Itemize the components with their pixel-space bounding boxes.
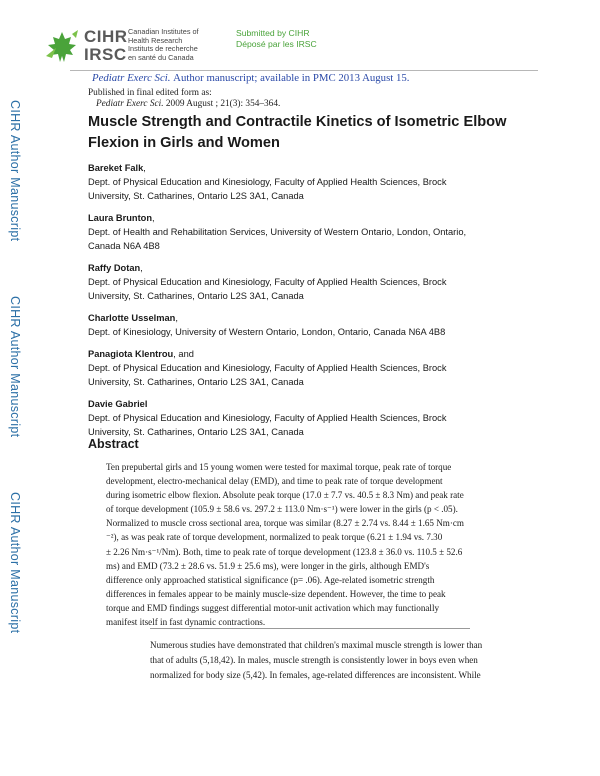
logo-acronyms bbox=[84, 28, 128, 64]
abstract-line: during isometric elbow flexion. Absolute peak torque (17.0 ± 7.7 vs. 40.5 ± 8.3 Nm) and peak rate bbox=[106, 490, 464, 501]
author-entry bbox=[88, 312, 528, 339]
sidebar-label: CIHR Author Manuscript bbox=[8, 100, 22, 242]
manuscript-sidebar bbox=[0, 90, 44, 634]
author-entry bbox=[88, 212, 528, 253]
abstract-line: difference only approached statistical significance (p= .06). Age-related isometric strength bbox=[106, 574, 435, 585]
author-affiliation: University, St. Catharines, Ontario L2S 3A1, Canada bbox=[88, 191, 304, 201]
cihr-logo bbox=[42, 26, 232, 68]
author-suffix: , bbox=[140, 263, 143, 273]
author-entry bbox=[88, 398, 528, 439]
author-name[interactable]: Panagiota Klentrou bbox=[88, 349, 174, 359]
author-affiliation: Dept. of Health and Rehabilitation Services, University of Western Ontario, London, Ontario, bbox=[88, 227, 467, 237]
body-paragraph bbox=[150, 638, 533, 682]
title-line: Flexion in Girls and Women bbox=[88, 135, 280, 151]
author-suffix: , and bbox=[173, 349, 194, 359]
logo-line: Health Research bbox=[128, 35, 183, 45]
abstract-line: manifest itself in fast dynamic contractions. bbox=[106, 617, 266, 628]
published-note: Published in final edited form as: bbox=[88, 88, 212, 98]
sidebar-label: CIHR Author Manuscript bbox=[8, 492, 22, 634]
author-name[interactable]: Raffy Dotan bbox=[88, 263, 141, 273]
body-line: Numerous studies have demonstrated that children's maximal muscle strength is lower than bbox=[150, 640, 483, 650]
submitted-fr: Déposé par les IRSC bbox=[236, 39, 317, 49]
header-divider bbox=[70, 70, 538, 71]
section-divider bbox=[150, 628, 470, 629]
journal-line[interactable] bbox=[92, 72, 409, 84]
journal-name: Pediatr Exerc Sci. bbox=[92, 72, 171, 84]
manuscript-availability: Author manuscript; available in PMC 2013 August 15. bbox=[173, 72, 410, 84]
author-entry bbox=[88, 162, 528, 203]
abstract-heading: Abstract bbox=[88, 437, 139, 451]
abstract-line: differences in females appear to be mainly muscle-size dependent. However, the time to peak bbox=[106, 588, 446, 599]
citation-details: 2009 August ; 21(3): 354–364. bbox=[165, 99, 281, 109]
author-name[interactable]: Laura Brunton bbox=[88, 213, 153, 223]
author-entry bbox=[88, 262, 528, 303]
author-affiliation: Dept. of Physical Education and Kinesiology, Faculty of Applied Health Sciences, Brock bbox=[88, 413, 447, 423]
body-line: normalized for body size (5,42). In females, age-related differences are inconsistent. While bbox=[150, 669, 481, 680]
abstract-line: Normalized to muscle cross sectional area, torque was similar (8.27 ± 2.74 vs. 8.44 ± 1.65 Nm·cm bbox=[106, 518, 464, 529]
citation-journal: Pediatr Exerc Sci. bbox=[96, 99, 164, 109]
author-affiliation: Dept. of Physical Education and Kinesiology, Faculty of Applied Health Sciences, Brock bbox=[88, 363, 447, 373]
logo-line: en santé du Canada bbox=[128, 52, 194, 62]
title-line: Muscle Strength and Contractile Kinetics of Isometric Elbow bbox=[88, 114, 507, 130]
logo-line: Canadian Institutes of bbox=[128, 27, 199, 36]
abstract-line: development, electro-mechanical delay (EMD), and time to peak rate of torque development bbox=[106, 476, 443, 487]
abstract-line: ± 2.26 Nm·s⁻¹/Nm). Both, time to peak rate of torque development (123.8 ± 36.0 vs. 110.5 ± 52.6 bbox=[106, 546, 463, 557]
abstract-line: ms) and EMD (73.2 ± 28.6 vs. 51.9 ± 25.6 ms), were longer in the girls, although EMD's bbox=[106, 560, 430, 571]
author-affiliation: University, St. Catharines, Ontario L2S 3A1, Canada bbox=[88, 291, 304, 301]
citation-line bbox=[96, 99, 280, 109]
logo-acronym-fr: IRSC bbox=[84, 45, 127, 64]
author-affiliation: University, St. Catharines, Ontario L2S 3A1, Canada bbox=[88, 377, 304, 387]
author-suffix: , bbox=[152, 213, 155, 223]
author-suffix: , bbox=[175, 313, 178, 323]
abstract-line: of torque development (105.9 ± 58.6 vs. 297.2 ± 113.0 Nm·s⁻¹) were lower in the girls (p < .05). bbox=[106, 504, 458, 515]
abstract-line: Ten prepubertal girls and 15 young women were tested for maximal torque, peak rate of torque bbox=[106, 462, 452, 472]
author-list bbox=[88, 162, 528, 448]
logo-acronym-en: CIHR bbox=[84, 27, 128, 46]
abstract-line: ⁻²), as was peak rate of torque development, normalized to peak torque (6.21 ± 1.94 vs. 7.30 bbox=[106, 532, 443, 543]
author-name[interactable]: Davie Gabriel bbox=[88, 399, 148, 409]
submitted-en: Submitted by CIHR bbox=[236, 28, 310, 38]
submitted-by bbox=[236, 28, 317, 50]
author-affiliation: Dept. of Kinesiology, University of Western Ontario, London, Ontario, Canada N6A 4B8 bbox=[88, 327, 446, 337]
author-name[interactable]: Bareket Falk bbox=[88, 163, 144, 173]
maple-leaf-icon bbox=[42, 26, 82, 68]
body-line: that of adults (5,18,42). In males, muscle strength is consistently lower in boys even when bbox=[150, 654, 478, 665]
author-entry bbox=[88, 348, 528, 389]
author-suffix: , bbox=[143, 163, 146, 173]
logo-line: Instituts de recherche bbox=[128, 44, 198, 54]
logo-institute-names bbox=[128, 28, 199, 62]
sidebar-label: CIHR Author Manuscript bbox=[8, 296, 22, 438]
author-affiliation: Dept. of Physical Education and Kinesiology, Faculty of Applied Health Sciences, Brock bbox=[88, 277, 447, 287]
article-title bbox=[88, 112, 528, 154]
author-affiliation: University, St. Catharines, Ontario L2S 3A1, Canada bbox=[88, 427, 304, 437]
author-name[interactable]: Charlotte Usselman bbox=[88, 313, 176, 323]
author-affiliation: Dept. of Physical Education and Kinesiology, Faculty of Applied Health Sciences, Brock bbox=[88, 177, 447, 187]
abstract-line: torque and EMD findings suggest differential motor-unit activation which may functionally bbox=[106, 602, 440, 613]
abstract-text bbox=[106, 460, 526, 629]
author-affiliation: Canada N6A 4B8 bbox=[88, 241, 160, 251]
